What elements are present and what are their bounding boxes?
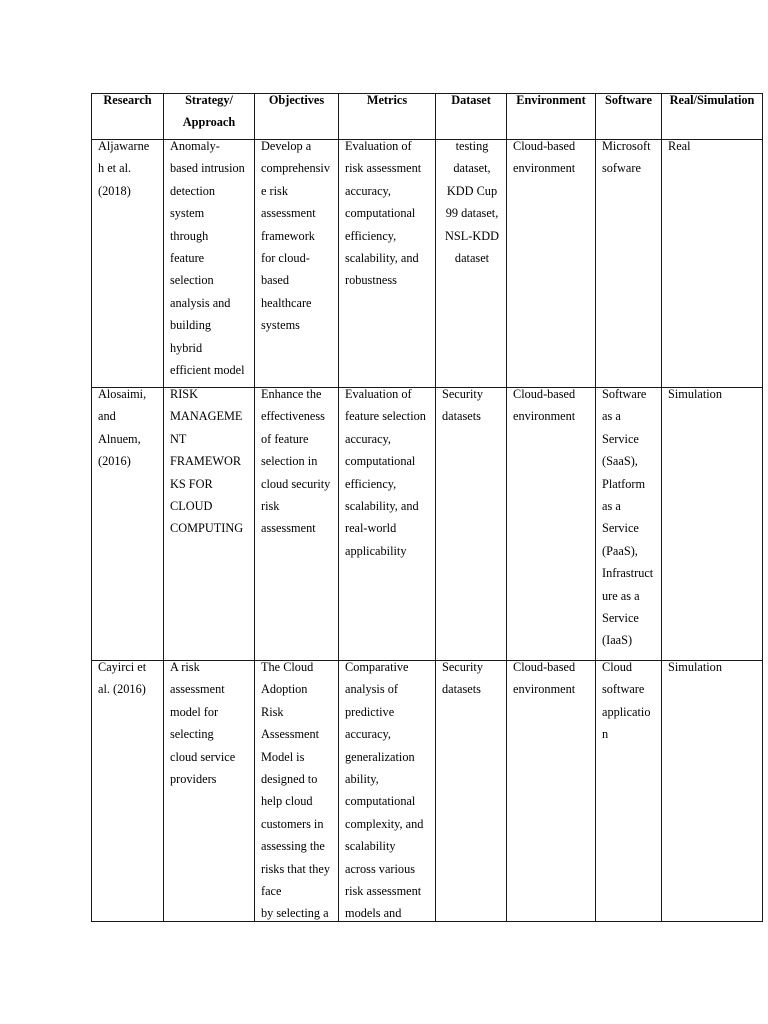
cell-research: Alosaimi, and Alnuem, (2016): [92, 388, 164, 661]
comparison-table: [91, 93, 763, 922]
cell-environment: Cloud-based environment: [507, 661, 596, 922]
column-header-strategy-approach: Strategy/ Approach: [164, 94, 255, 140]
cell-metrics: Evaluation of risk assessment accuracy, computational efficiency, scalability, and robustness: [339, 140, 436, 388]
cell-environment: Cloud-based environment: [507, 140, 596, 388]
cell-software: Software as a Service (SaaS), Platform as a Service (PaaS), Infrastruct ure as a Service (IaaS): [596, 388, 662, 661]
cell-dataset: Security datasets: [436, 661, 507, 922]
cell-strategy-approach: RISK MANAGEME NT FRAMEWOR KS FOR CLOUD COMPUTING: [164, 388, 255, 661]
cell-dataset: Security datasets: [436, 388, 507, 661]
cell-real-simulation: Simulation: [662, 661, 763, 922]
cell-objectives: The Cloud Adoption Risk Assessment Model is designed to help cloud customers in assessing the risks that they face by selecting a: [255, 661, 339, 922]
cell-research: Cayirci et al. (2016): [92, 661, 164, 922]
cell-environment: Cloud-based environment: [507, 388, 596, 661]
cell-research: Aljawarne h et al. (2018): [92, 140, 164, 388]
column-header-metrics: Metrics: [339, 94, 436, 140]
cell-objectives: Enhance the effectiveness of feature selection in cloud security risk assessment: [255, 388, 339, 661]
column-header-dataset: Dataset: [436, 94, 507, 140]
column-header-environment: Environment: [507, 94, 596, 140]
column-header-objectives: Objectives: [255, 94, 339, 140]
cell-software: Microsoft sofware: [596, 140, 662, 388]
cell-metrics: Evaluation of feature selection accuracy, computational efficiency, scalability, and real-world applicability: [339, 388, 436, 661]
cell-real-simulation: Simulation: [662, 388, 763, 661]
cell-objectives: Develop a comprehensiv e risk assessment framework for cloud- based healthcare systems: [255, 140, 339, 388]
cell-dataset: testing dataset, KDD Cup 99 dataset, NSL-KDD dataset: [436, 140, 507, 388]
column-header-software: Software: [596, 94, 662, 140]
cell-strategy-approach: Anomaly- based intrusion detection system through feature selection analysis and building hybrid efficient model: [164, 140, 255, 388]
cell-real-simulation: Real: [662, 140, 763, 388]
cell-strategy-approach: A risk assessment model for selecting cloud service providers: [164, 661, 255, 922]
column-header-research: Research: [92, 94, 164, 140]
column-header-real-simulation: Real/Simulation: [662, 94, 763, 140]
cell-software: Cloud software applicatio n: [596, 661, 662, 922]
cell-metrics: Comparative analysis of predictive accuracy, generalization ability, computational complexity, and scalability across various risk assessment models and: [339, 661, 436, 922]
